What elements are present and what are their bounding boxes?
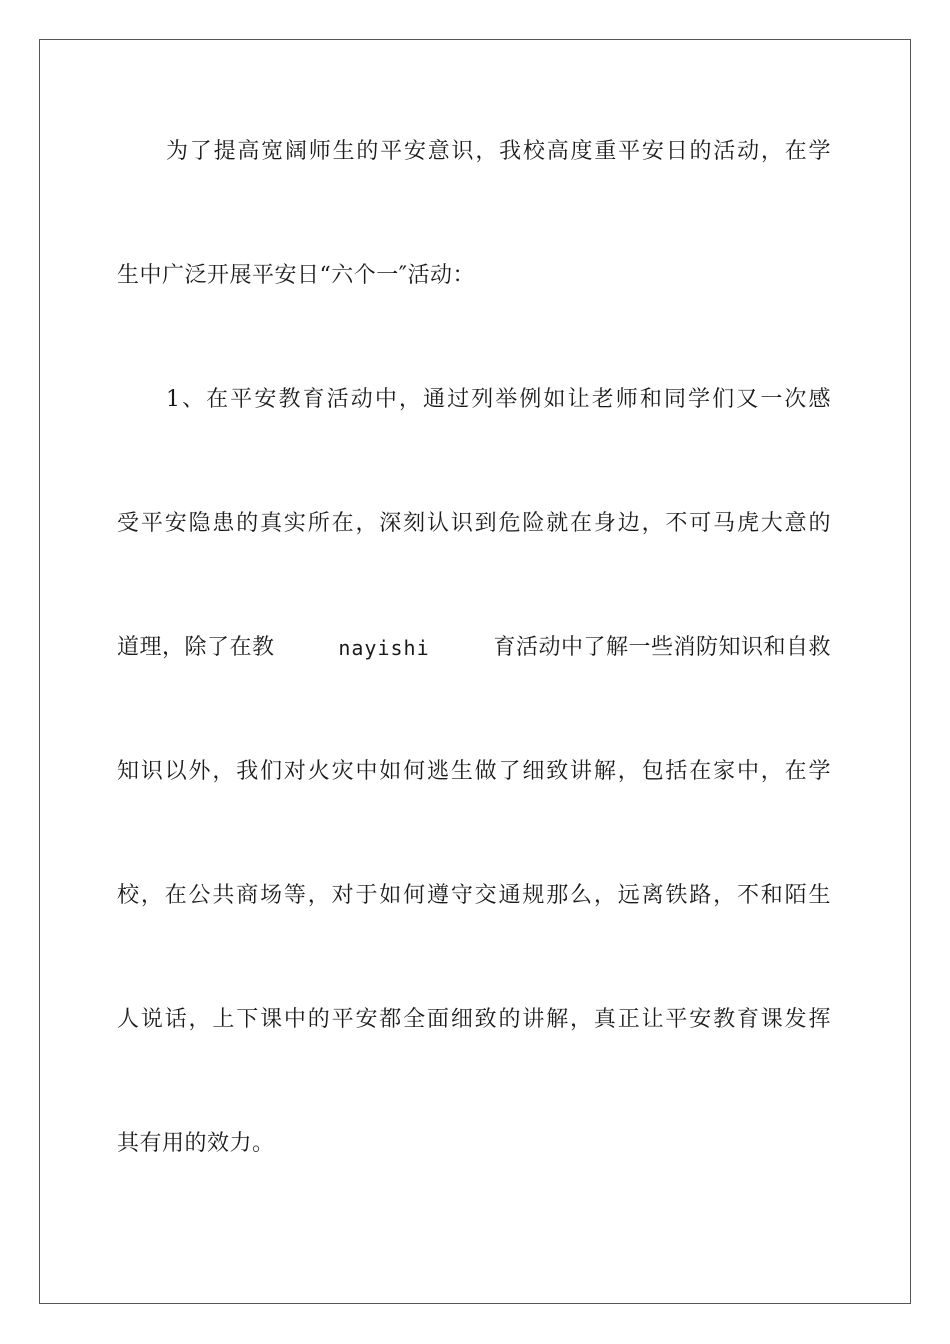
paragraph-2-line-6: 人说话，上下课中的平安都全面细致的讲解，真正让平安教育课发挥 xyxy=(117,1007,831,1032)
paragraph-2-line-4: 知识以外，我们对火灾中如何逃生做了细致讲解，包括在家中，在学 xyxy=(117,759,831,784)
paragraph-2-line-3-part-1: 道理，除了在教 xyxy=(117,635,275,660)
paragraph-2-line-2: 受平安隐患的真实所在，深刻认识到危险就在身边，不可马虎大意的 xyxy=(117,511,831,536)
inline-latin-word: nayishi xyxy=(338,636,430,660)
paragraph-1-line-2: 生中广泛开展平安日“六个一″活动： xyxy=(117,263,475,288)
paragraph-1-line-1: 为了提高宽阔师生的平安意识，我校高度重平安日的活动，在学 xyxy=(166,139,831,164)
page-border xyxy=(39,39,911,1304)
paragraph-2-line-5: 校，在公共商场等，对于如何遵守交通规那么，远离铁路，不和陌生 xyxy=(117,883,831,908)
paragraph-2-line-1: 1、在平安教育活动中，通过列举例如让老师和同学们又一次感 xyxy=(166,387,831,412)
paragraph-2-line-7: 其有用的效力。 xyxy=(117,1131,275,1156)
paragraph-2-line-3-part-3: 育活动中了解一些消防知识和自救 xyxy=(493,635,831,660)
paragraph-2-line-3 xyxy=(117,633,831,663)
